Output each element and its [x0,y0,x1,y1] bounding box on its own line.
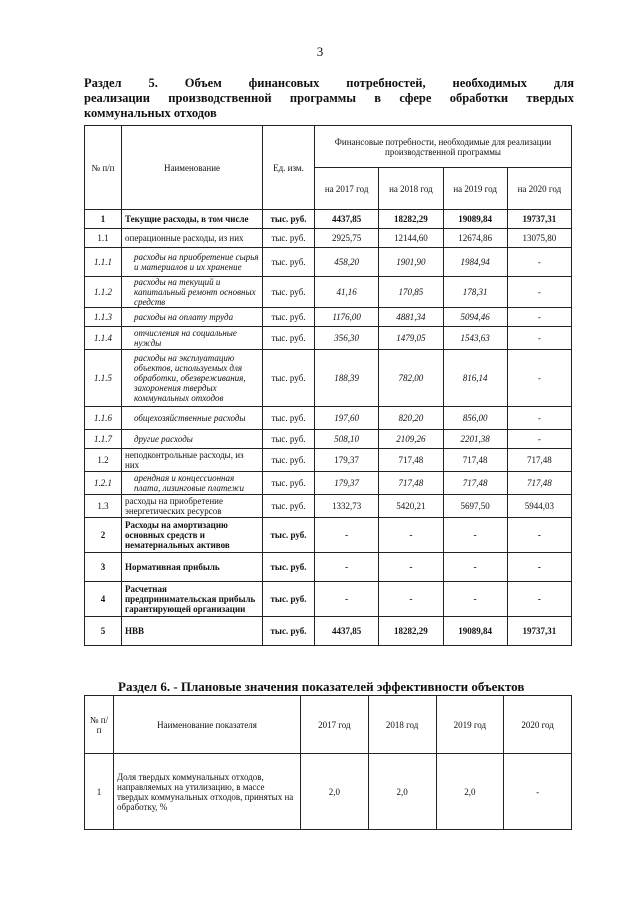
row-value: - [504,754,572,830]
table-row [85,449,572,472]
table-row [85,327,572,350]
row-name: расходы на приобретение сырья и материалов и их хранение [122,248,263,277]
row-value: 18282,29 [379,617,443,646]
row-name: расходы на эксплуатацию объектов, используемых для обработки, обезвреживания, захоронения твердых коммунальных отходов [122,350,263,407]
row-no: 1.1 [85,229,122,248]
row-no: 1.1.2 [85,277,122,308]
row-no: 1 [85,210,122,229]
row-value: - [507,327,571,350]
row-value: - [443,582,507,617]
row-value: - [507,430,571,449]
row-value: - [507,277,571,308]
table-row [85,277,572,308]
row-value: - [379,553,443,582]
section5-title-line2: реализации производственной программы в сфере обработки твердых [84,91,574,105]
row-no: 1 [85,754,114,830]
row-value: 1332,73 [315,495,379,518]
row-value: 19089,84 [443,617,507,646]
row-name: операционные расходы, из них [122,229,263,248]
row-value: 717,48 [507,472,571,495]
row-value: - [379,582,443,617]
row-name: отчисления на социальные нужды [122,327,263,350]
table-row [85,472,572,495]
row-no: 2 [85,518,122,553]
header-year: 2017 год [301,696,369,754]
row-value: 356,30 [315,327,379,350]
table-row [85,210,572,229]
row-value: 856,00 [443,407,507,430]
row-unit: тыс. руб. [263,430,315,449]
row-value: 2201,38 [443,430,507,449]
row-value: 5697,50 [443,495,507,518]
row-value: 5094,46 [443,308,507,327]
row-value: 820,20 [379,407,443,430]
table-row [85,308,572,327]
row-value: 2,0 [368,754,436,830]
row-no: 1.1.7 [85,430,122,449]
header-year: на 2017 год [315,168,379,210]
row-unit: тыс. руб. [263,582,315,617]
row-no: 1.1.4 [85,327,122,350]
row-unit: тыс. руб. [263,472,315,495]
section6-title: Раздел 6. - Плановые значения показателей эффективности объектов [118,679,525,694]
row-name: Расходы на амортизацию основных средств и нематериальных активов [122,518,263,553]
row-value: 2,0 [301,754,369,830]
row-unit: тыс. руб. [263,449,315,472]
row-no: 1.3 [85,495,122,518]
row-value: 717,48 [507,449,571,472]
row-value: 816,14 [443,350,507,407]
row-no: 1.2.1 [85,472,122,495]
table-row [85,350,572,407]
row-value: 2925,75 [315,229,379,248]
row-value: - [443,518,507,553]
row-value: 1479,05 [379,327,443,350]
row-value: 18282,29 [379,210,443,229]
row-no: 1.1.1 [85,248,122,277]
row-value: 508,10 [315,430,379,449]
row-unit: тыс. руб. [263,407,315,430]
row-value: 179,37 [315,449,379,472]
row-value: 12144,60 [379,229,443,248]
row-value: 717,48 [443,472,507,495]
row-value: 1901,90 [379,248,443,277]
row-value: 19737,31 [507,210,571,229]
row-name: другие расходы [122,430,263,449]
row-name: расходы на текущий и капитальный ремонт основных средств [122,277,263,308]
row-value: - [507,407,571,430]
row-value: 5944,03 [507,495,571,518]
row-no: 3 [85,553,122,582]
row-name: Нормативная прибыль [122,553,263,582]
row-no: 1.2 [85,449,122,472]
row-name: Текущие расходы, в том числе [122,210,263,229]
row-value: 41,16 [315,277,379,308]
row-value: 5420,21 [379,495,443,518]
section5-title [84,76,574,121]
header-no: № п/п [85,126,122,210]
row-value: 19737,31 [507,617,571,646]
table-row [85,617,572,646]
row-value: 170,85 [379,277,443,308]
section5-title-line3: коммунальных отходов [84,106,217,120]
row-unit: тыс. руб. [263,229,315,248]
row-name: арендная и концессионная плата, лизинговые платежи [122,472,263,495]
table-row [85,495,572,518]
page-number: 3 [316,44,324,59]
row-value: 19089,84 [443,210,507,229]
row-value: 1543,63 [443,327,507,350]
row-value: 458,20 [315,248,379,277]
row-value: - [379,518,443,553]
row-no: 1.1.6 [85,407,122,430]
row-value: 717,48 [379,449,443,472]
row-value: - [315,582,379,617]
row-no: 1.1.3 [85,308,122,327]
table-row [85,518,572,553]
row-unit: тыс. руб. [263,553,315,582]
row-unit: тыс. руб. [263,327,315,350]
row-unit: тыс. руб. [263,495,315,518]
row-name: общехозяйственные расходы [122,407,263,430]
row-value: 717,48 [379,472,443,495]
row-unit: тыс. руб. [263,617,315,646]
row-unit: тыс. руб. [263,210,315,229]
row-unit: тыс. руб. [263,350,315,407]
section5-title-line1: Раздел 5. Объем финансовых потребностей, необходимых для [84,76,574,90]
row-value: - [507,553,571,582]
table-row [85,407,572,430]
header-unit: Ед. изм. [263,126,315,210]
row-value: 4437,85 [315,210,379,229]
header-name: Наименование [122,126,263,210]
header-year: на 2018 год [379,168,443,210]
row-value: - [315,518,379,553]
header-no: № п/п [85,696,114,754]
row-value: 12674,86 [443,229,507,248]
header-year: 2020 год [504,696,572,754]
row-value: - [507,582,571,617]
header-year: 2019 год [436,696,504,754]
row-value: - [507,350,571,407]
header-year: 2018 год [368,696,436,754]
financial-needs-table [84,125,572,646]
row-no: 1.1.5 [85,350,122,407]
row-value: 4881,34 [379,308,443,327]
row-value: 1984,94 [443,248,507,277]
row-value: 2109,26 [379,430,443,449]
header-year: на 2019 год [443,168,507,210]
table-row [85,582,572,617]
row-name: неподконтрольные расходы, из них [122,449,263,472]
row-unit: тыс. руб. [263,277,315,308]
table-row [85,553,572,582]
header-year: на 2020 год [507,168,571,210]
row-unit: тыс. руб. [263,308,315,327]
row-value: 188,39 [315,350,379,407]
header-indicator-name: Наименование показателя [114,696,301,754]
row-unit: тыс. руб. [263,518,315,553]
row-name: расходы на оплату труда [122,308,263,327]
row-unit: тыс. руб. [263,248,315,277]
table-row [85,229,572,248]
header-group: Финансовые потребности, необходимые для реализации производственной программы [315,126,572,168]
row-value: 782,00 [379,350,443,407]
row-value: 717,48 [443,449,507,472]
row-value: - [443,553,507,582]
row-value: - [507,518,571,553]
row-no: 5 [85,617,122,646]
row-value: - [315,553,379,582]
row-value: 179,37 [315,472,379,495]
row-no: 4 [85,582,122,617]
row-value: 13075,80 [507,229,571,248]
row-value: 197,60 [315,407,379,430]
row-name: расходы на приобретение энергетических ресурсов [122,495,263,518]
row-name: Доля твердых коммунальных отходов, направляемых на утилизацию, в массе твердых коммунальных отходов, принятых на обработку, % [114,754,301,830]
table-row [85,430,572,449]
row-value: 2,0 [436,754,504,830]
efficiency-indicators-table [84,695,572,830]
row-value: - [507,248,571,277]
row-value: - [507,308,571,327]
row-name: НВВ [122,617,263,646]
row-value: 1176,00 [315,308,379,327]
table-row [85,248,572,277]
row-name: Расчетная предпринимательская прибыль гарантирующей организации [122,582,263,617]
row-value: 4437,85 [315,617,379,646]
row-value: 178,31 [443,277,507,308]
